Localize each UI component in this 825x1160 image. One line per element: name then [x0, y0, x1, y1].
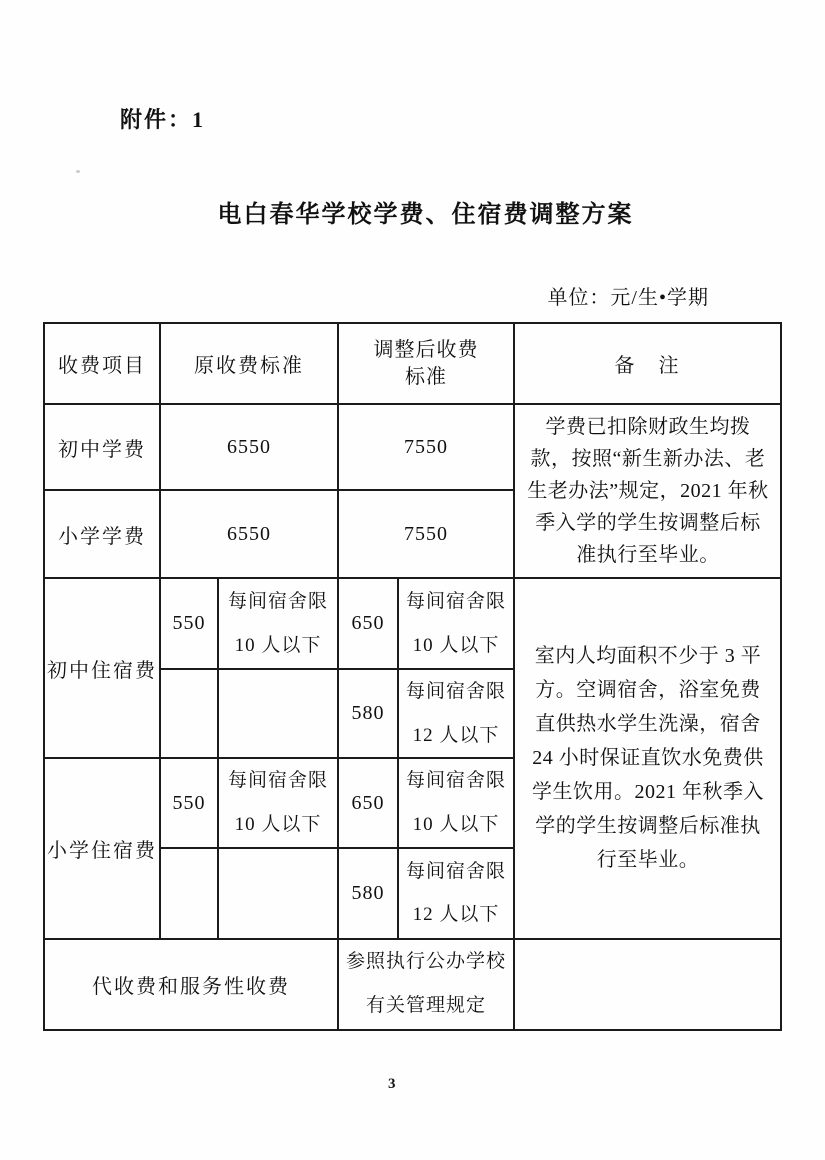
table-row-junior-dorm-a: [44, 578, 781, 669]
primary-tuition-adjusted: 7550: [338, 490, 514, 578]
limit-line1: 每间宿舍限: [227, 590, 328, 612]
junior-dorm-original-limit: [218, 578, 338, 669]
misc-adjusted-line2: 有关管理规定: [365, 995, 486, 1017]
limit-line2: 12 人以下: [412, 724, 500, 746]
junior-dorm-original-limit-empty: [218, 669, 338, 758]
primary-dorm-adjusted-limit-1: [398, 758, 514, 847]
junior-dorm-original-price-empty: [160, 669, 218, 758]
header-adjusted: [338, 323, 514, 404]
primary-dorm-original-limit-empty: [218, 848, 338, 939]
limit-line1: 每间宿舍限: [405, 681, 506, 702]
primary-dorm-original-price-empty: [160, 848, 218, 939]
tuition-remark: 学费已扣除财政生均拨款，按照“新生新办法、老生老办法”规定，2021 年秋季入学的学生按调整后标准执行至毕业。: [514, 404, 781, 578]
limit-line1: 每间宿舍限: [405, 860, 506, 882]
header-remark: 备 注: [514, 323, 781, 404]
primary-dorm-original-limit: [218, 758, 338, 847]
junior-dorm-adjusted-limit-2: [398, 669, 514, 758]
attachment-label: 附件：1: [120, 107, 206, 132]
misc-fees-remark-empty: [514, 939, 781, 1030]
misc-adjusted-line1: 参照执行公办学校: [345, 950, 506, 972]
header-item: 收费项目: [44, 323, 160, 404]
limit-line2: 12 人以下: [412, 904, 500, 926]
limit-line2: 10 人以下: [234, 634, 322, 656]
limit-line2: 10 人以下: [412, 634, 500, 656]
scan-artifact-dot: [76, 170, 80, 173]
unit-label: 单位：元/生•学期: [547, 287, 709, 309]
junior-dorm-adjusted-limit-1: [398, 578, 514, 669]
primary-tuition-original: 6550: [160, 490, 338, 578]
primary-dorm-label: 小学住宿费: [44, 758, 160, 938]
primary-dorm-adjusted-limit-2: [398, 848, 514, 939]
junior-dorm-adjusted-price-2: 580: [338, 669, 398, 758]
primary-tuition-label: 小学学费: [44, 490, 160, 578]
misc-fees-adjusted: [338, 939, 514, 1030]
primary-dorm-adjusted-price-1: 650: [338, 758, 398, 847]
header-adjusted-line1: 调整后收费: [373, 338, 479, 361]
junior-tuition-label: 初中学费: [44, 404, 160, 490]
page-title: 电白春华学校学费、住宿费调整方案: [217, 202, 634, 228]
junior-tuition-original: 6550: [160, 404, 338, 490]
misc-fees-label: 代收费和服务性收费: [44, 939, 338, 1030]
junior-dorm-original-price: 550: [160, 578, 218, 669]
primary-dorm-original-price: 550: [160, 758, 218, 847]
page-number: 3: [388, 1076, 396, 1092]
junior-tuition-adjusted: 7550: [338, 404, 514, 490]
limit-line2: 10 人以下: [234, 814, 322, 836]
junior-dorm-label: 初中住宿费: [44, 578, 160, 758]
header-original: 原收费标准: [160, 323, 338, 404]
table-header-row: [44, 323, 781, 404]
header-adjusted-line2: 标准: [405, 365, 447, 388]
junior-dorm-adjusted-price-1: 650: [338, 578, 398, 669]
limit-line1: 每间宿舍限: [405, 590, 506, 612]
limit-line1: 每间宿舍限: [227, 770, 328, 792]
limit-line1: 每间宿舍限: [405, 770, 506, 792]
dorm-remark: 室内人均面积不少于 3 平方。空调宿舍，浴室免费直供热水学生洗澡，宿舍 24 小时保证直饮水免费供学生饮用。2021 年秋季入学的学生按调整后标准执行至毕业。: [514, 578, 781, 939]
table-row-junior-tuition: [44, 404, 781, 490]
primary-dorm-adjusted-price-2: 580: [338, 848, 398, 939]
limit-line2: 10 人以下: [412, 814, 500, 836]
table-row-misc-fees: [44, 939, 781, 1030]
fee-table: [43, 322, 782, 1031]
